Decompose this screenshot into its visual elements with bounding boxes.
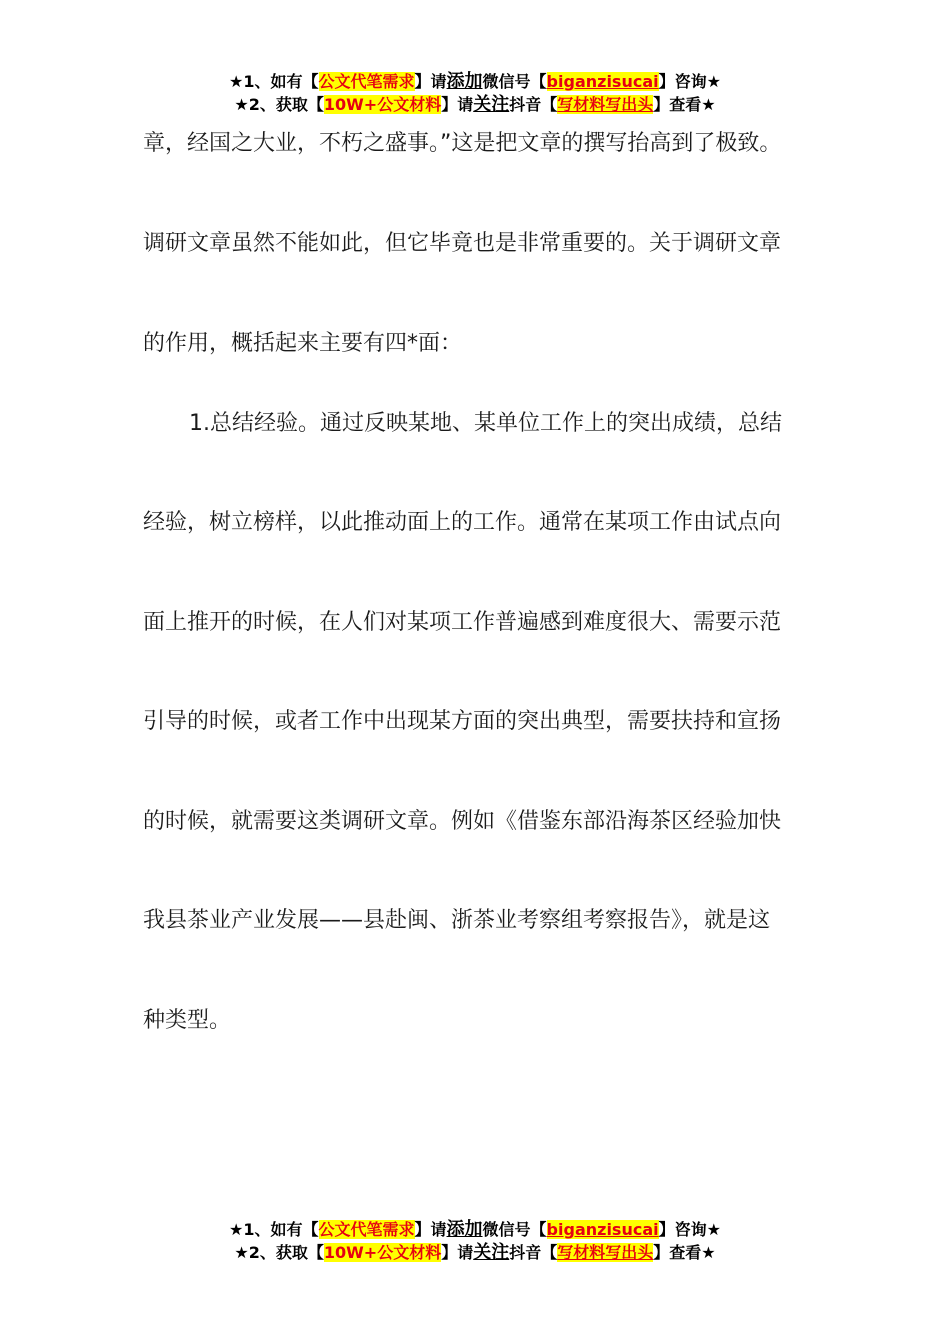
banner-highlight-service: 公文代笔需求 <box>318 1220 415 1239</box>
banner-text: ★2、获取【 <box>234 95 324 114</box>
body-line: 引导的时候，或者工作中出现某方面的突出典型，需要扶持和宣扬 <box>143 709 782 734</box>
banner-text: 】查看★ <box>653 95 716 114</box>
body-line: 我县茶业产业发展——县赴闽、浙茶业考察组考察报告》，就是这 <box>143 908 771 933</box>
footer-banner <box>0 1218 950 1264</box>
banner-text: ★1、如有【 <box>229 72 319 91</box>
header-banner <box>0 70 950 116</box>
banner-text: ★1、如有【 <box>229 1220 319 1239</box>
banner-line-1 <box>0 70 950 93</box>
body-line: 的时候，就需要这类调研文章。例如《借鉴东部沿海茶区经验加快 <box>143 809 782 834</box>
banner-text: ★2、获取【 <box>234 1243 324 1262</box>
body-line: 调研文章虽然不能如此，但它毕竟也是非常重要的。关于调研文章 <box>143 231 782 256</box>
banner-wechat-id: biganzisucai <box>546 72 659 91</box>
banner-text: 抖音【 <box>509 1243 558 1262</box>
banner-text: 微信号【 <box>482 72 547 91</box>
banner-text: 】请 <box>414 72 447 91</box>
banner-text: 】请 <box>441 95 474 114</box>
banner-underlined-add: 添加 <box>446 1219 483 1240</box>
banner-highlight-service: 公文代笔需求 <box>318 72 415 91</box>
banner-text: 】咨询★ <box>658 1220 721 1239</box>
body-line: 的作用，概括起来主要有四*面： <box>143 331 463 356</box>
body-line: 种类型。 <box>143 1008 232 1033</box>
banner-underlined-add: 添加 <box>446 71 483 92</box>
body-line-indented: 1.总结经验。通过反映某地、某单位工作上的突出成绩，总结 <box>189 411 782 436</box>
banner-highlight-materials: 10W+公文材料 <box>323 1243 442 1262</box>
banner-text: 】请 <box>414 1220 447 1239</box>
banner-text: 微信号【 <box>482 1220 547 1239</box>
banner-underlined-follow: 关注 <box>473 94 510 115</box>
banner-wechat-id: biganzisucai <box>546 1220 659 1239</box>
body-line: 章，经国之大业，不朽之盛事。”这是把文章的撰写抬高到了极致。 <box>143 131 782 156</box>
body-line: 面上推开的时候，在人们对某项工作普遍感到难度很大、需要示范 <box>143 610 782 635</box>
banner-text: 】请 <box>441 1243 474 1262</box>
banner-line-2 <box>0 93 950 116</box>
banner-underlined-follow: 关注 <box>473 1242 510 1263</box>
body-line: 经验，树立榜样，以此推动面上的工作。通常在某项工作由试点向 <box>143 510 782 535</box>
banner-douyin-account: 写材料写出头 <box>557 1243 654 1262</box>
banner-line-2 <box>0 1241 950 1264</box>
banner-text: 】查看★ <box>653 1243 716 1262</box>
banner-douyin-account: 写材料写出头 <box>557 95 654 114</box>
banner-text: 】咨询★ <box>658 72 721 91</box>
banner-highlight-materials: 10W+公文材料 <box>323 95 442 114</box>
banner-text: 抖音【 <box>509 95 558 114</box>
banner-line-1 <box>0 1218 950 1241</box>
